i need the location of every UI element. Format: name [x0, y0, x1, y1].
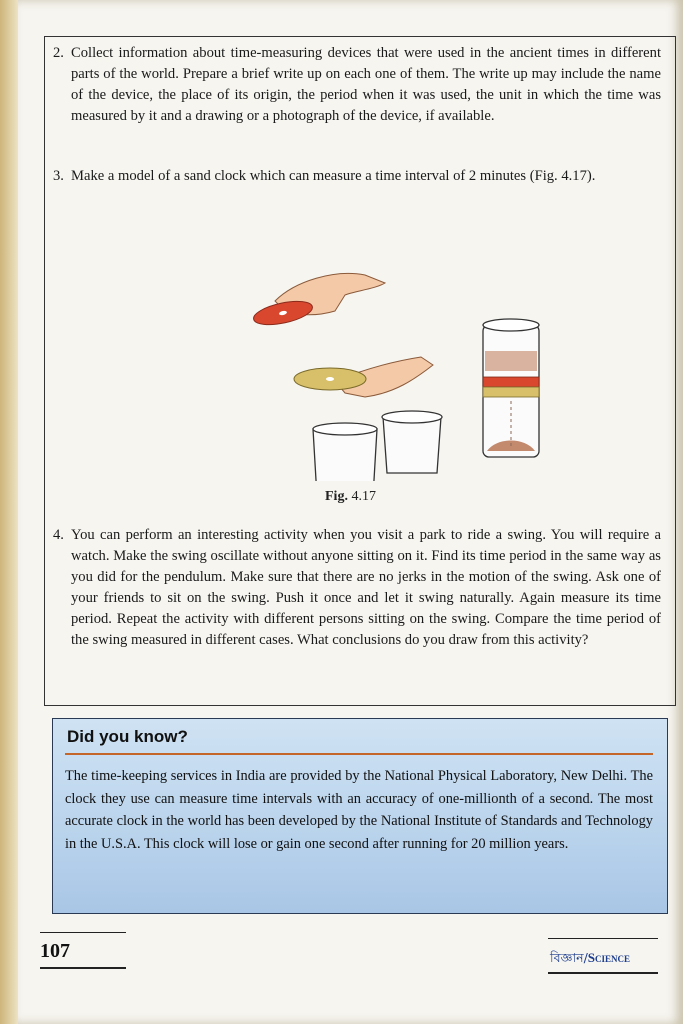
book-title-bengali: বিজ্ঞান/ [550, 950, 588, 965]
did-you-know-box [52, 718, 668, 914]
activity-text: Make a model of a sand clock which can measure a time interval of 2 minutes (Fig. 4.17). [71, 168, 596, 184]
book-title [550, 950, 630, 970]
activities-box [44, 36, 676, 706]
activity-item-3 [55, 166, 661, 187]
activity-number: 2. [53, 45, 64, 61]
did-you-know-title: Did you know? [67, 727, 188, 746]
activity-item-4 [55, 525, 661, 651]
footer-rule [548, 972, 658, 974]
figure-label: Fig. [325, 489, 348, 504]
did-you-know-text: The time-keeping services in India are provided by the National Physical Laboratory, New Delhi. The clock they use can measure time intervals with an accuracy of one-millionth of a second. The most accurate clock in the world has been developed by the National Institute of Standards and Technology in the U.S.A. This clock will lose or gain one second after running for 20 million years. [65, 768, 653, 852]
page-number: 107 [40, 940, 70, 962]
activity-text: You can perform an interesting activity when you visit a park to ride a swing. You will require a watch. Make the swing oscillate without anyone sitting on it. Find its time period in the same way as you did for the pendulum. Make sure that there are no jerks in the motion of the swing. Ask one of your friends to sit on the swing. Push it once and let it swing naturally. Again measure its time period. Repeat the activity with different persons sitting on the swing. Compare the time period of the swing measured in different cases. What conclusions do you draw from this activity? [71, 527, 661, 648]
activity-number: 4. [53, 527, 64, 543]
footer-rule [548, 938, 658, 939]
activity-number: 3. [53, 168, 64, 184]
empty-jar [383, 417, 441, 473]
activity-item-2 [55, 43, 661, 127]
sand-clock-illustration [235, 261, 555, 481]
figure-number: 4.17 [351, 489, 376, 504]
figure-caption [325, 489, 376, 505]
textbook-page [18, 0, 683, 1024]
footer-rule [40, 932, 126, 933]
footer-rule [40, 967, 126, 969]
book-title-english: Science [587, 950, 631, 965]
jar-with-sand [313, 429, 377, 481]
activity-text: Collect information about time-measuring devices that were used in the ancient times in different parts of the world. Prepare a brief write up on each one of them. The write up may include the name of the device, the place of its origin, the period when it was used, the unit in which the time was measured by it and a drawing or a photograph of the device, if available. [71, 45, 661, 124]
title-underline [65, 753, 653, 755]
